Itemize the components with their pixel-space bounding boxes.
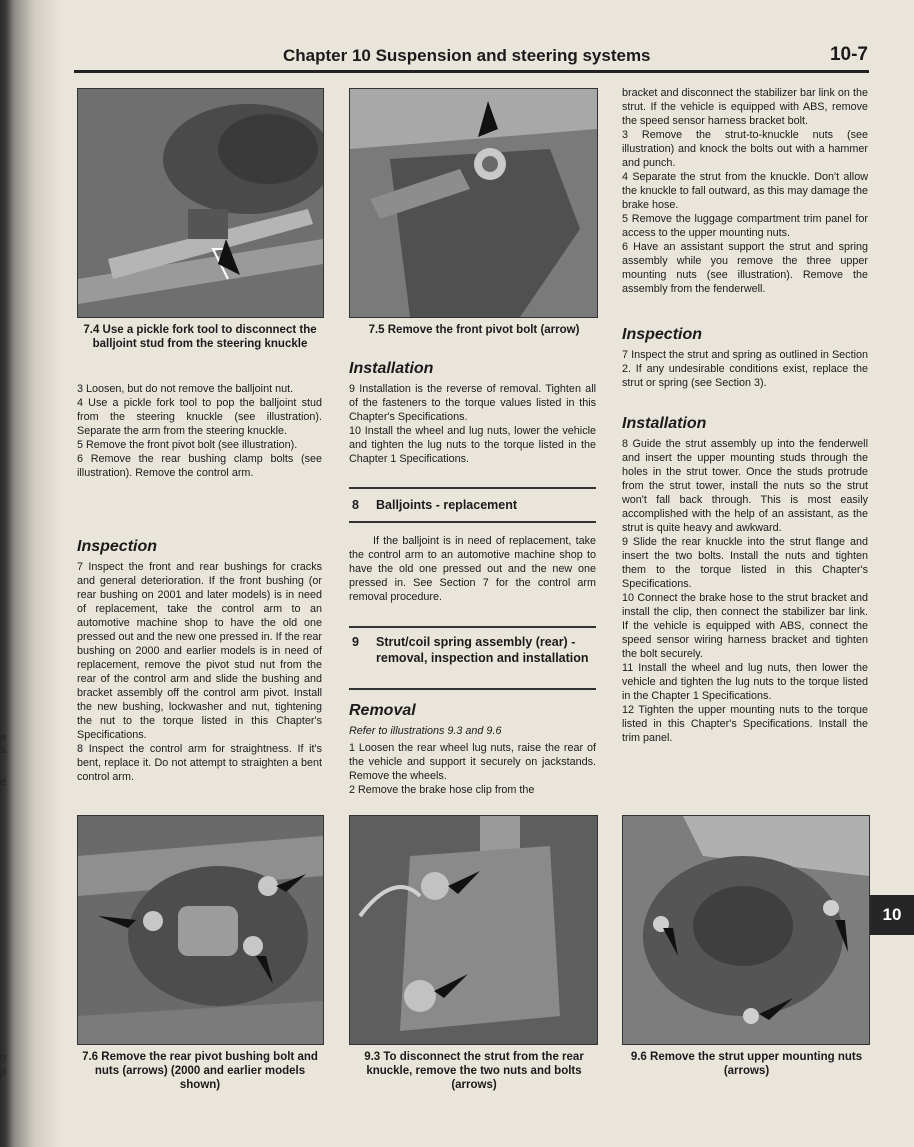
section-rule (349, 688, 596, 690)
paragraph: 5 Remove the luggage compartment trim panel for access to the upper mounting nuts. (622, 213, 868, 239)
paragraph: 11 Install the wheel and lug nuts, then lower the vehicle and tighten the lug nuts to the torque listed in the Chapter 1 Specifications. (622, 662, 868, 702)
section-rule (349, 487, 596, 489)
paragraph: 4 Use a pickle fork tool to pop the balljoint stud from the steering knuckle (see illustration). Separate the arm from the steering knuckle. (77, 397, 322, 437)
paragraph: 10 Install the wheel and lug nuts, lower the vehicle and tighten the lug nuts to the torque listed in the Chapter 1 Specifications. (349, 425, 596, 465)
section-rule (349, 626, 596, 628)
col1-paragraphs-top (77, 382, 322, 480)
paragraph: 8 Guide the strut assembly up into the fenderwell and insert the upper mounting studs through the holes in the strut tower. Once the studs protrude from the strut tower, install the nuts so the strut won't fall back through. This is most easily accomplished with the help of an assistant, as the strut is quite heavy and awkward. (622, 438, 868, 534)
photo-pickle-fork (77, 88, 324, 318)
section-rule (349, 521, 596, 523)
paragraph: 9 Installation is the reverse of removal. Tighten all of the fasteners to the torque values listed in this Chapter's Specifications. (349, 383, 596, 423)
paragraph: 12 Tighten the upper mounting nuts to the torque listed in this Chapter's Specifications. Install the trim panel. (622, 704, 868, 744)
paragraph: bracket and disconnect the stabilizer bar link on the strut. If the vehicle is equipped with ABS, remove the speed sensor harness bracket bolt. (622, 87, 868, 127)
paragraph: 9 Slide the rear knuckle into the strut flange and insert the two bolts. Install the nuts and tighten them to the torque listed in this Chapter's Specifications. (622, 536, 868, 590)
paragraph: 1 Loosen the rear wheel lug nuts, raise the rear of the vehicle and support it securely on jackstands. Remove the wheels. (349, 742, 596, 782)
paragraph: 10 Connect the brake hose to the strut bracket and install the clip, then connect the stabilizer bar link. If the vehicle is equipped with ABS, connect the speed sensor wiring harness bracket and tighten the bolt securely. (622, 592, 868, 660)
heading-inspection: Inspection (622, 326, 703, 343)
section-8-heading (352, 497, 596, 513)
header-rule (74, 70, 869, 73)
heading-installation: Installation (622, 415, 707, 432)
paragraph: 6 Have an assistant support the strut and spring assembly while you remove the three upper mounting nuts (see illustration). Remove the assembly from the fenderwell. (622, 241, 868, 295)
page-number: 10-7 (829, 44, 868, 65)
section-9-heading (352, 634, 596, 666)
paragraph: 2 Remove the brake hose clip from the (349, 784, 535, 796)
paragraph: 8 Inspect the control arm for straightness. If it's bent, replace it. Do not attempt to straighten a bent control arm. (77, 743, 322, 783)
edge-letter: p (0, 1066, 7, 1078)
section-number: 8 (352, 498, 359, 512)
heading-installation: Installation (349, 360, 434, 377)
edge-letter: s. (0, 744, 9, 756)
paragraph: 4 Separate the strut from the knuckle. Don't allow the knuckle to fall outward, as this may damage the brake hose. (622, 171, 868, 211)
col2-installation-paragraphs (349, 382, 596, 466)
book-spine-shadow (0, 0, 60, 1147)
figure-caption-9-6: 9.6 Remove the strut upper mounting nuts (arrows) (630, 1051, 863, 1077)
col1-paragraphs-bottom (77, 560, 322, 784)
section-title: Strut/coil spring assembly (rear) - removal, inspection and installation (376, 635, 589, 665)
photo-strut-knuckle (349, 815, 598, 1045)
edge-letter: e (0, 776, 7, 788)
paragraph: 3 Loosen, but do not remove the balljoint nut. (77, 383, 294, 395)
figure-caption-7-6: 7.6 Remove the rear pivot bushing bolt and nuts (arrows) (2000 and earlier models shown) (82, 1051, 318, 1091)
chapter-title: Chapter 10 Suspension and steering systems (283, 46, 651, 65)
chapter-tab: 10 (870, 895, 914, 935)
figure-caption-7-5: 7.5 Remove the front pivot bolt (arrow) (368, 324, 580, 336)
col3-inspection-paragraph: 7 Inspect the strut and spring as outlined in Section 2. If any undesirable conditions exist, replace the strut or spring (see Section 3). (622, 349, 868, 389)
col3-installation-paragraphs (622, 437, 868, 745)
paragraph: 3 Remove the strut-to-knuckle nuts (see illustration) and knock the bolts out with a hammer and punch. (622, 129, 868, 169)
col3-paragraphs-top (622, 86, 868, 296)
section-8-paragraph: If the balljoint is in need of replacement, take the control arm to an automotive machine shop to have the old one pressed out and the new one pressed in. See Section 7 for the control arm removal procedure. (349, 535, 596, 603)
refer-illustrations: Refer to illustrations 9.3 and 9.6 (349, 725, 502, 737)
figure-caption-9-3: 9.3 To disconnect the strut from the rear knuckle, remove the two nuts and bolts (arrows) (364, 1051, 584, 1091)
edge-letter: n (0, 1052, 7, 1064)
photo-front-pivot-bolt (349, 88, 598, 318)
photo-strut-upper-mount (622, 815, 870, 1045)
paragraph: 5 Remove the front pivot bolt (see illustration). (77, 439, 298, 451)
paragraph: 6 Remove the rear bushing clamp bolts (see illustration). Remove the control arm. (77, 453, 322, 479)
figure-caption-7-4: 7.4 Use a pickle fork tool to disconnect the balljoint stud from the steering knuckle (83, 324, 317, 350)
heading-inspection: Inspection (77, 538, 158, 555)
heading-removal: Removal (349, 702, 416, 719)
photo-rear-pivot-bushing (77, 815, 324, 1045)
section-title: Balljoints - replacement (376, 498, 518, 512)
col2-removal-paragraphs (349, 741, 596, 797)
paragraph: 7 Inspect the front and rear bushings for cracks and general deterioration. If the front bushing (or rear bushing on 2001 and later models) is in need of replacement, take the control arm to an automotive machine shop to have the old one pressed out and the new one pressed in. If the rear bushing on 2000 and earlier models is in need of replacement, remove the pivot stud nut from the rear of the control arm and slide the bushing and bracket assembly off the control arm pivot. Install the new bushing, lockwasher and nut, tightening the nut to the torque listed in this Chapter's Specifications. (77, 561, 322, 741)
section-number: 9 (352, 635, 359, 649)
edge-letter: e (0, 732, 7, 744)
